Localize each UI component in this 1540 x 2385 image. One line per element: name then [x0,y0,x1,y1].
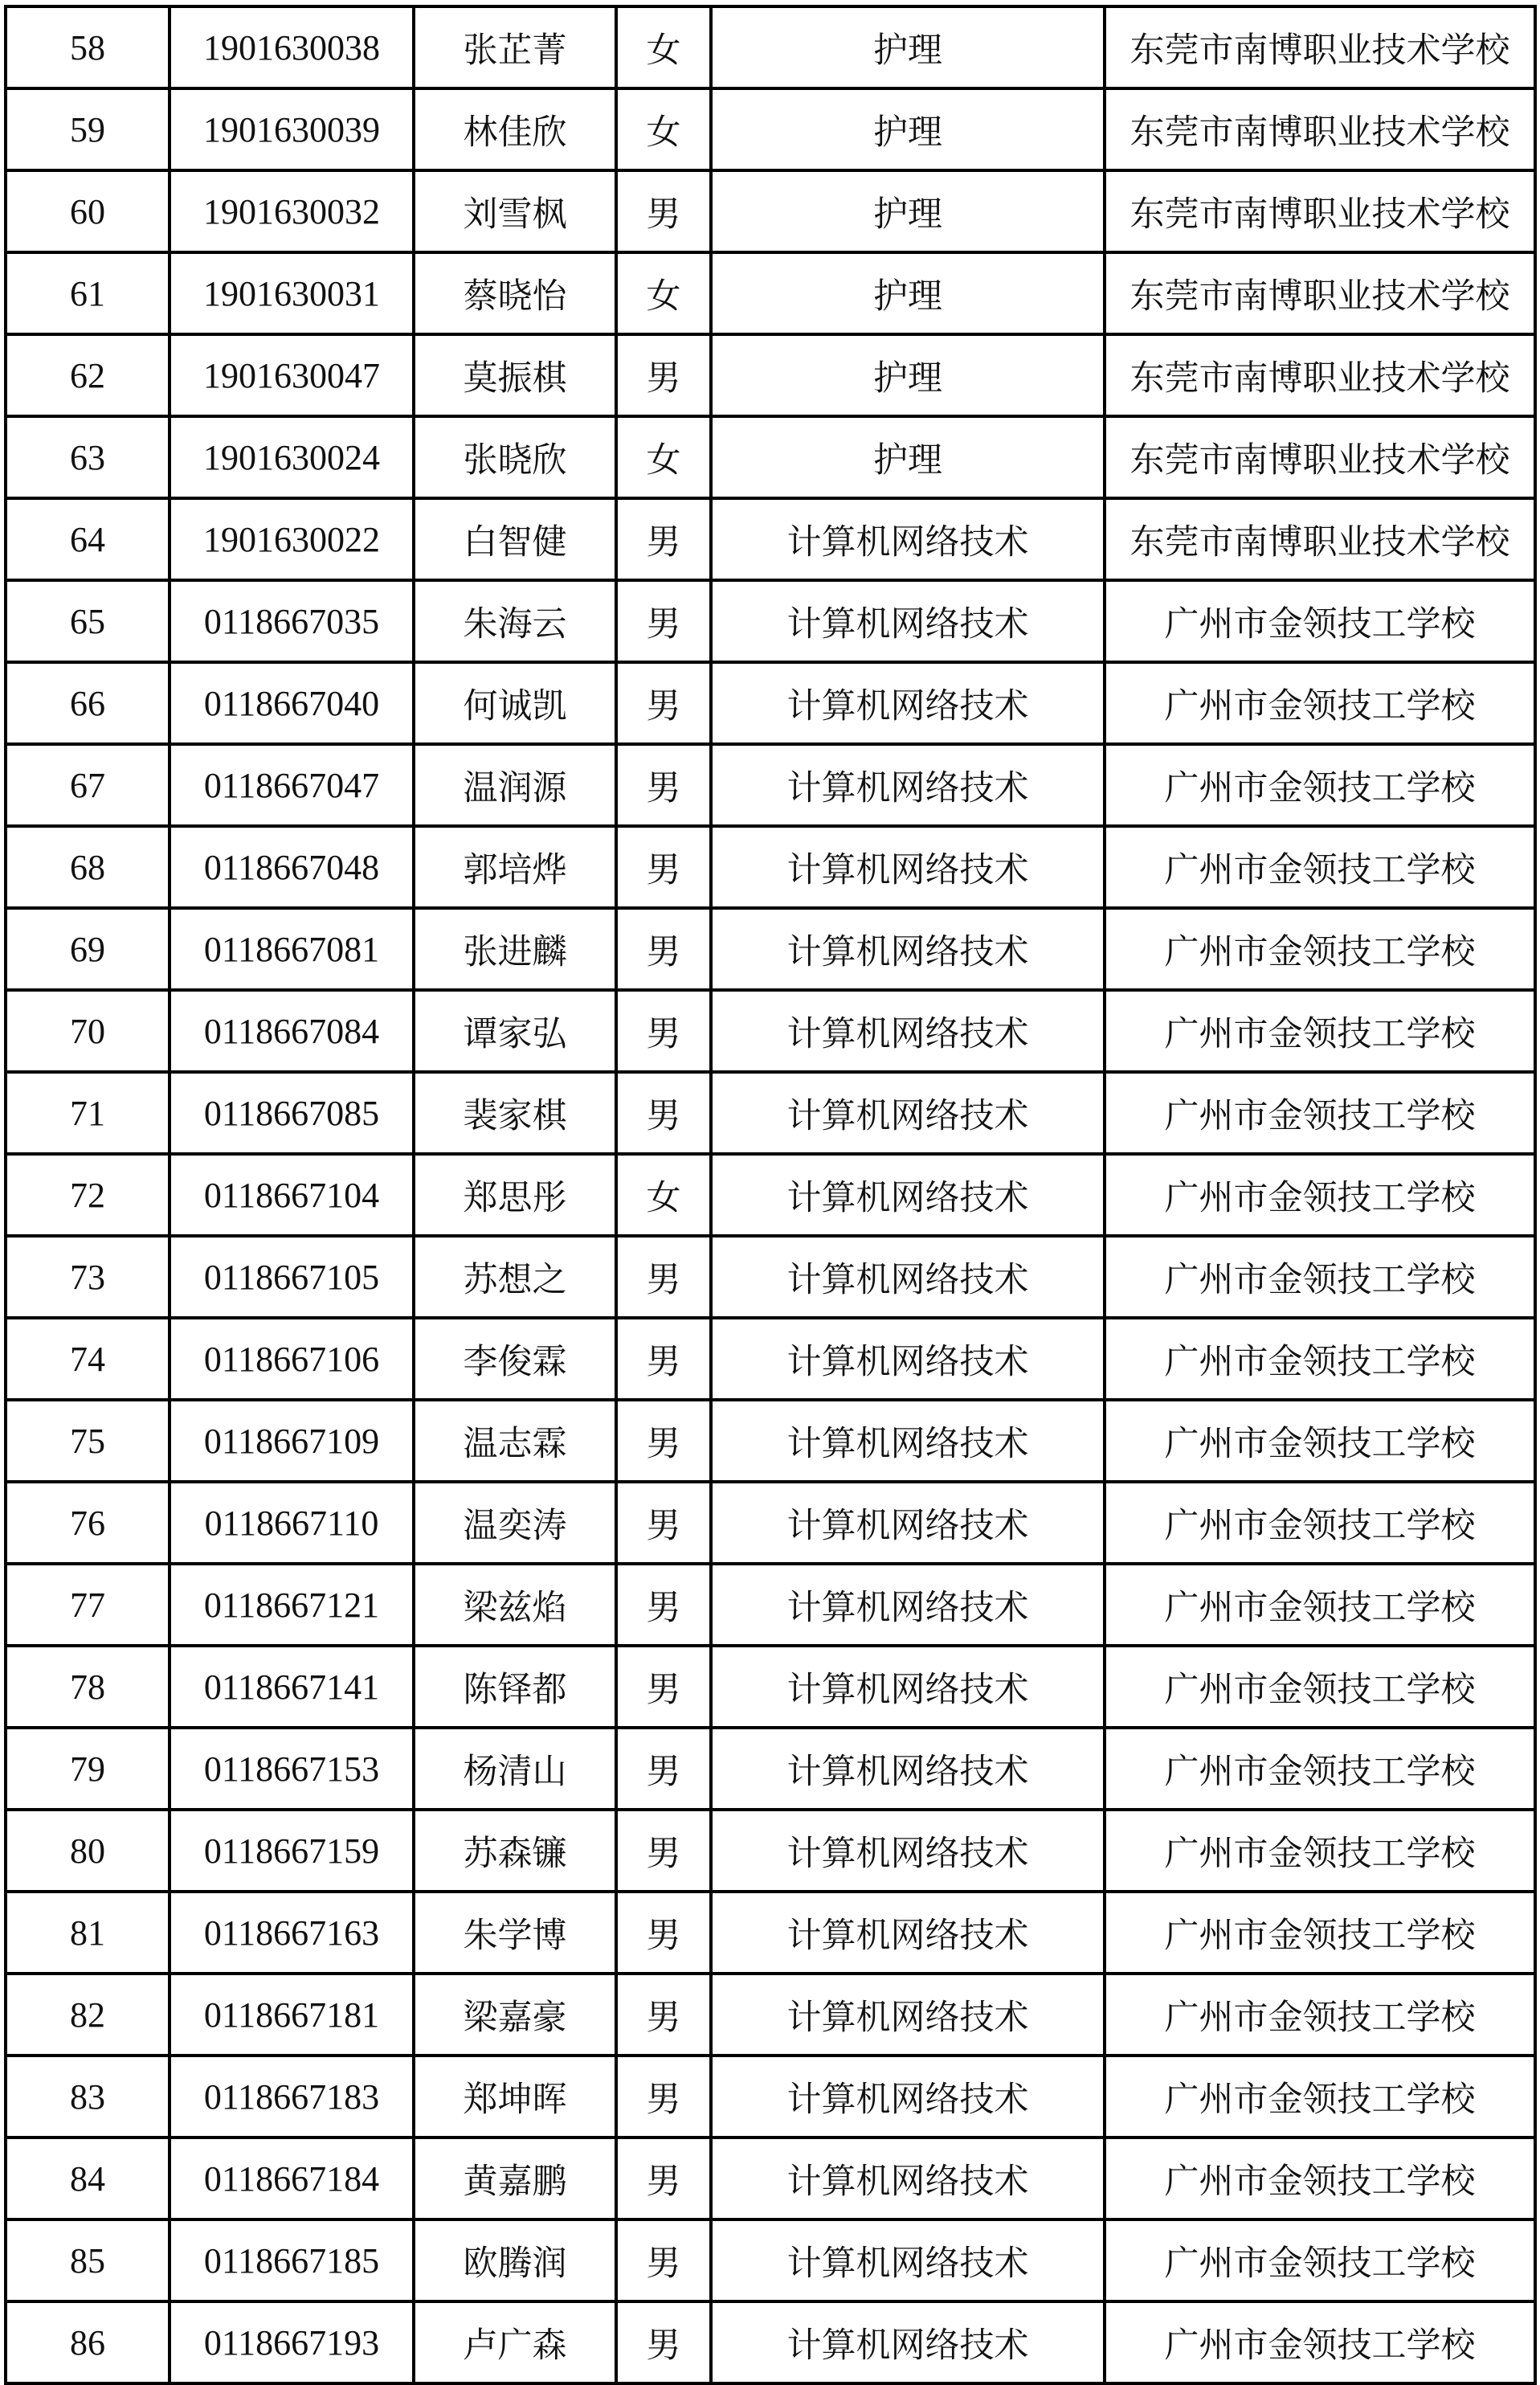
table-row [6,252,1535,334]
student-id-cell: 0118667159 [170,1810,414,1892]
row-number-cell: 84 [6,2138,170,2219]
major-cell: 护理 [711,416,1105,498]
gender-cell: 男 [616,334,711,416]
gender-cell: 女 [616,416,711,498]
school-cell: 广州市金领技工学校 [1105,1236,1535,1318]
student-id-cell: 0118667040 [170,662,414,744]
row-number-cell: 64 [6,498,170,580]
student-id-cell: 0118667084 [170,990,414,1072]
row-number-cell: 76 [6,1482,170,1564]
gender-cell: 男 [616,2056,711,2138]
major-cell: 护理 [711,252,1105,334]
major-cell: 护理 [711,170,1105,252]
student-id-cell: 0118667085 [170,1072,414,1154]
table-row [6,1400,1535,1482]
name-cell: 梁兹焰 [414,1564,616,1646]
row-number-cell: 77 [6,1564,170,1646]
school-cell: 东莞市南博职业技术学校 [1105,170,1535,252]
name-cell: 郭培烨 [414,826,616,908]
table-row [6,908,1535,990]
gender-cell: 男 [616,1892,711,1974]
school-cell: 东莞市南博职业技术学校 [1105,416,1535,498]
name-cell: 朱学博 [414,1892,616,1974]
major-cell: 计算机网络技术 [711,1728,1105,1810]
name-cell: 梁嘉豪 [414,1974,616,2056]
table-row [6,1564,1535,1646]
student-id-cell: 0118667048 [170,826,414,908]
student-id-cell: 0118667106 [170,1318,414,1400]
school-cell: 广州市金领技工学校 [1105,2056,1535,2138]
name-cell: 李俊霖 [414,1318,616,1400]
row-number-cell: 60 [6,170,170,252]
name-cell: 何诚凯 [414,662,616,744]
row-number-cell: 75 [6,1400,170,1482]
row-number-cell: 83 [6,2056,170,2138]
gender-cell: 男 [616,2138,711,2219]
table-row [6,1236,1535,1318]
student-id-cell: 0118667035 [170,580,414,662]
name-cell: 郑坤晖 [414,2056,616,2138]
major-cell: 计算机网络技术 [711,580,1105,662]
major-cell: 计算机网络技术 [711,1154,1105,1236]
table-row [6,6,1535,88]
major-cell: 计算机网络技术 [711,2056,1105,2138]
major-cell: 计算机网络技术 [711,1892,1105,1974]
student-id-cell: 0118667181 [170,1974,414,2056]
gender-cell: 男 [616,1482,711,1564]
major-cell: 计算机网络技术 [711,1400,1105,1482]
row-number-cell: 82 [6,1974,170,2056]
row-number-cell: 81 [6,1892,170,1974]
name-cell: 黄嘉鹏 [414,2138,616,2219]
name-cell: 温奕涛 [414,1482,616,1564]
row-number-cell: 66 [6,662,170,744]
school-cell: 广州市金领技工学校 [1105,2301,1535,2383]
name-cell: 张晓欣 [414,416,616,498]
school-cell: 广州市金领技工学校 [1105,1482,1535,1564]
name-cell: 张进麟 [414,908,616,990]
row-number-cell: 65 [6,580,170,662]
gender-cell: 男 [616,580,711,662]
student-id-cell: 1901630039 [170,88,414,170]
row-number-cell: 86 [6,2301,170,2383]
major-cell: 护理 [711,88,1105,170]
school-cell: 广州市金领技工学校 [1105,1974,1535,2056]
major-cell: 计算机网络技术 [711,498,1105,580]
name-cell: 郑思彤 [414,1154,616,1236]
gender-cell: 男 [616,170,711,252]
student-id-cell: 0118667183 [170,2056,414,2138]
student-id-cell: 0118667193 [170,2301,414,2383]
gender-cell: 男 [616,826,711,908]
row-number-cell: 69 [6,908,170,990]
student-id-cell: 0118667109 [170,1400,414,1482]
row-number-cell: 72 [6,1154,170,1236]
table-row [6,1482,1535,1564]
row-number-cell: 80 [6,1810,170,1892]
school-cell: 广州市金领技工学校 [1105,1154,1535,1236]
student-id-cell: 1901630022 [170,498,414,580]
gender-cell: 男 [616,498,711,580]
school-cell: 东莞市南博职业技术学校 [1105,498,1535,580]
gender-cell: 男 [616,744,711,826]
student-id-cell: 1901630032 [170,170,414,252]
gender-cell: 女 [616,252,711,334]
table-row [6,1154,1535,1236]
major-cell: 计算机网络技术 [711,1974,1105,2056]
school-cell: 东莞市南博职业技术学校 [1105,88,1535,170]
student-id-cell: 0118667105 [170,1236,414,1318]
major-cell: 计算机网络技术 [711,2301,1105,2383]
gender-cell: 女 [616,6,711,88]
school-cell: 广州市金领技工学校 [1105,2219,1535,2301]
name-cell: 温志霖 [414,1400,616,1482]
gender-cell: 男 [616,990,711,1072]
name-cell: 朱海云 [414,580,616,662]
table-body [6,6,1535,2383]
major-cell: 计算机网络技术 [711,1810,1105,1892]
row-number-cell: 68 [6,826,170,908]
school-cell: 广州市金领技工学校 [1105,2138,1535,2219]
major-cell: 护理 [711,6,1105,88]
table-row [6,744,1535,826]
school-cell: 广州市金领技工学校 [1105,1810,1535,1892]
school-cell: 广州市金领技工学校 [1105,580,1535,662]
school-cell: 广州市金领技工学校 [1105,1892,1535,1974]
table-row [6,498,1535,580]
major-cell: 计算机网络技术 [711,662,1105,744]
table-row [6,826,1535,908]
student-id-cell: 0118667141 [170,1646,414,1728]
gender-cell: 女 [616,88,711,170]
table-row [6,1892,1535,1974]
gender-cell: 男 [616,1318,711,1400]
name-cell: 苏想之 [414,1236,616,1318]
major-cell: 计算机网络技术 [711,1564,1105,1646]
school-cell: 广州市金领技工学校 [1105,1728,1535,1810]
name-cell: 温润源 [414,744,616,826]
table-row [6,1318,1535,1400]
row-number-cell: 71 [6,1072,170,1154]
gender-cell: 男 [616,1728,711,1810]
row-number-cell: 79 [6,1728,170,1810]
name-cell: 裴家棋 [414,1072,616,1154]
school-cell: 广州市金领技工学校 [1105,990,1535,1072]
table-row [6,2301,1535,2383]
gender-cell: 男 [616,1400,711,1482]
table-row [6,334,1535,416]
gender-cell: 男 [616,662,711,744]
name-cell: 杨清山 [414,1728,616,1810]
school-cell: 东莞市南博职业技术学校 [1105,334,1535,416]
table-row [6,1728,1535,1810]
table-row [6,662,1535,744]
table-row [6,170,1535,252]
gender-cell: 男 [616,1072,711,1154]
row-number-cell: 70 [6,990,170,1072]
name-cell: 莫振棋 [414,334,616,416]
school-cell: 广州市金领技工学校 [1105,1318,1535,1400]
row-number-cell: 78 [6,1646,170,1728]
gender-cell: 男 [616,1564,711,1646]
row-number-cell: 73 [6,1236,170,1318]
student-id-cell: 1901630031 [170,252,414,334]
table-row [6,1810,1535,1892]
student-id-cell: 1901630038 [170,6,414,88]
school-cell: 广州市金领技工学校 [1105,1564,1535,1646]
student-id-cell: 1901630047 [170,334,414,416]
row-number-cell: 67 [6,744,170,826]
student-roster-table [4,5,1537,2385]
major-cell: 计算机网络技术 [711,2219,1105,2301]
school-cell: 广州市金领技工学校 [1105,1646,1535,1728]
school-cell: 广州市金领技工学校 [1105,826,1535,908]
school-cell: 广州市金领技工学校 [1105,744,1535,826]
major-cell: 计算机网络技术 [711,826,1105,908]
student-id-cell: 0118667185 [170,2219,414,2301]
name-cell: 卢广森 [414,2301,616,2383]
major-cell: 计算机网络技术 [711,1646,1105,1728]
table-row [6,416,1535,498]
school-cell: 广州市金领技工学校 [1105,662,1535,744]
name-cell: 苏森镰 [414,1810,616,1892]
table-row [6,2138,1535,2219]
name-cell: 蔡晓怡 [414,252,616,334]
table-row [6,990,1535,1072]
table-row [6,2219,1535,2301]
major-cell: 计算机网络技术 [711,908,1105,990]
name-cell: 白智健 [414,498,616,580]
major-cell: 护理 [711,334,1105,416]
major-cell: 计算机网络技术 [711,1236,1105,1318]
student-id-cell: 1901630024 [170,416,414,498]
major-cell: 计算机网络技术 [711,990,1105,1072]
table-row [6,1646,1535,1728]
school-cell: 广州市金领技工学校 [1105,1072,1535,1154]
table-row [6,1072,1535,1154]
school-cell: 东莞市南博职业技术学校 [1105,6,1535,88]
row-number-cell: 58 [6,6,170,88]
name-cell: 欧腾润 [414,2219,616,2301]
gender-cell: 男 [616,2219,711,2301]
major-cell: 计算机网络技术 [711,1482,1105,1564]
row-number-cell: 59 [6,88,170,170]
name-cell: 陈铎都 [414,1646,616,1728]
major-cell: 计算机网络技术 [711,744,1105,826]
student-id-cell: 0118667110 [170,1482,414,1564]
gender-cell: 男 [616,2301,711,2383]
student-id-cell: 0118667184 [170,2138,414,2219]
row-number-cell: 63 [6,416,170,498]
row-number-cell: 62 [6,334,170,416]
gender-cell: 女 [616,1154,711,1236]
major-cell: 计算机网络技术 [711,2138,1105,2219]
student-id-cell: 0118667121 [170,1564,414,1646]
gender-cell: 男 [616,1236,711,1318]
gender-cell: 男 [616,1646,711,1728]
row-number-cell: 85 [6,2219,170,2301]
table-row [6,1974,1535,2056]
student-id-cell: 0118667163 [170,1892,414,1974]
name-cell: 刘雪枫 [414,170,616,252]
student-id-cell: 0118667153 [170,1728,414,1810]
row-number-cell: 61 [6,252,170,334]
gender-cell: 男 [616,908,711,990]
table-row [6,88,1535,170]
school-cell: 广州市金领技工学校 [1105,1400,1535,1482]
row-number-cell: 74 [6,1318,170,1400]
school-cell: 广州市金领技工学校 [1105,908,1535,990]
name-cell: 张芷菁 [414,6,616,88]
student-id-cell: 0118667104 [170,1154,414,1236]
school-cell: 东莞市南博职业技术学校 [1105,252,1535,334]
major-cell: 计算机网络技术 [711,1318,1105,1400]
name-cell: 谭家弘 [414,990,616,1072]
student-id-cell: 0118667081 [170,908,414,990]
student-id-cell: 0118667047 [170,744,414,826]
table-row [6,2056,1535,2138]
table-row [6,580,1535,662]
gender-cell: 男 [616,1810,711,1892]
name-cell: 林佳欣 [414,88,616,170]
gender-cell: 男 [616,1974,711,2056]
major-cell: 计算机网络技术 [711,1072,1105,1154]
